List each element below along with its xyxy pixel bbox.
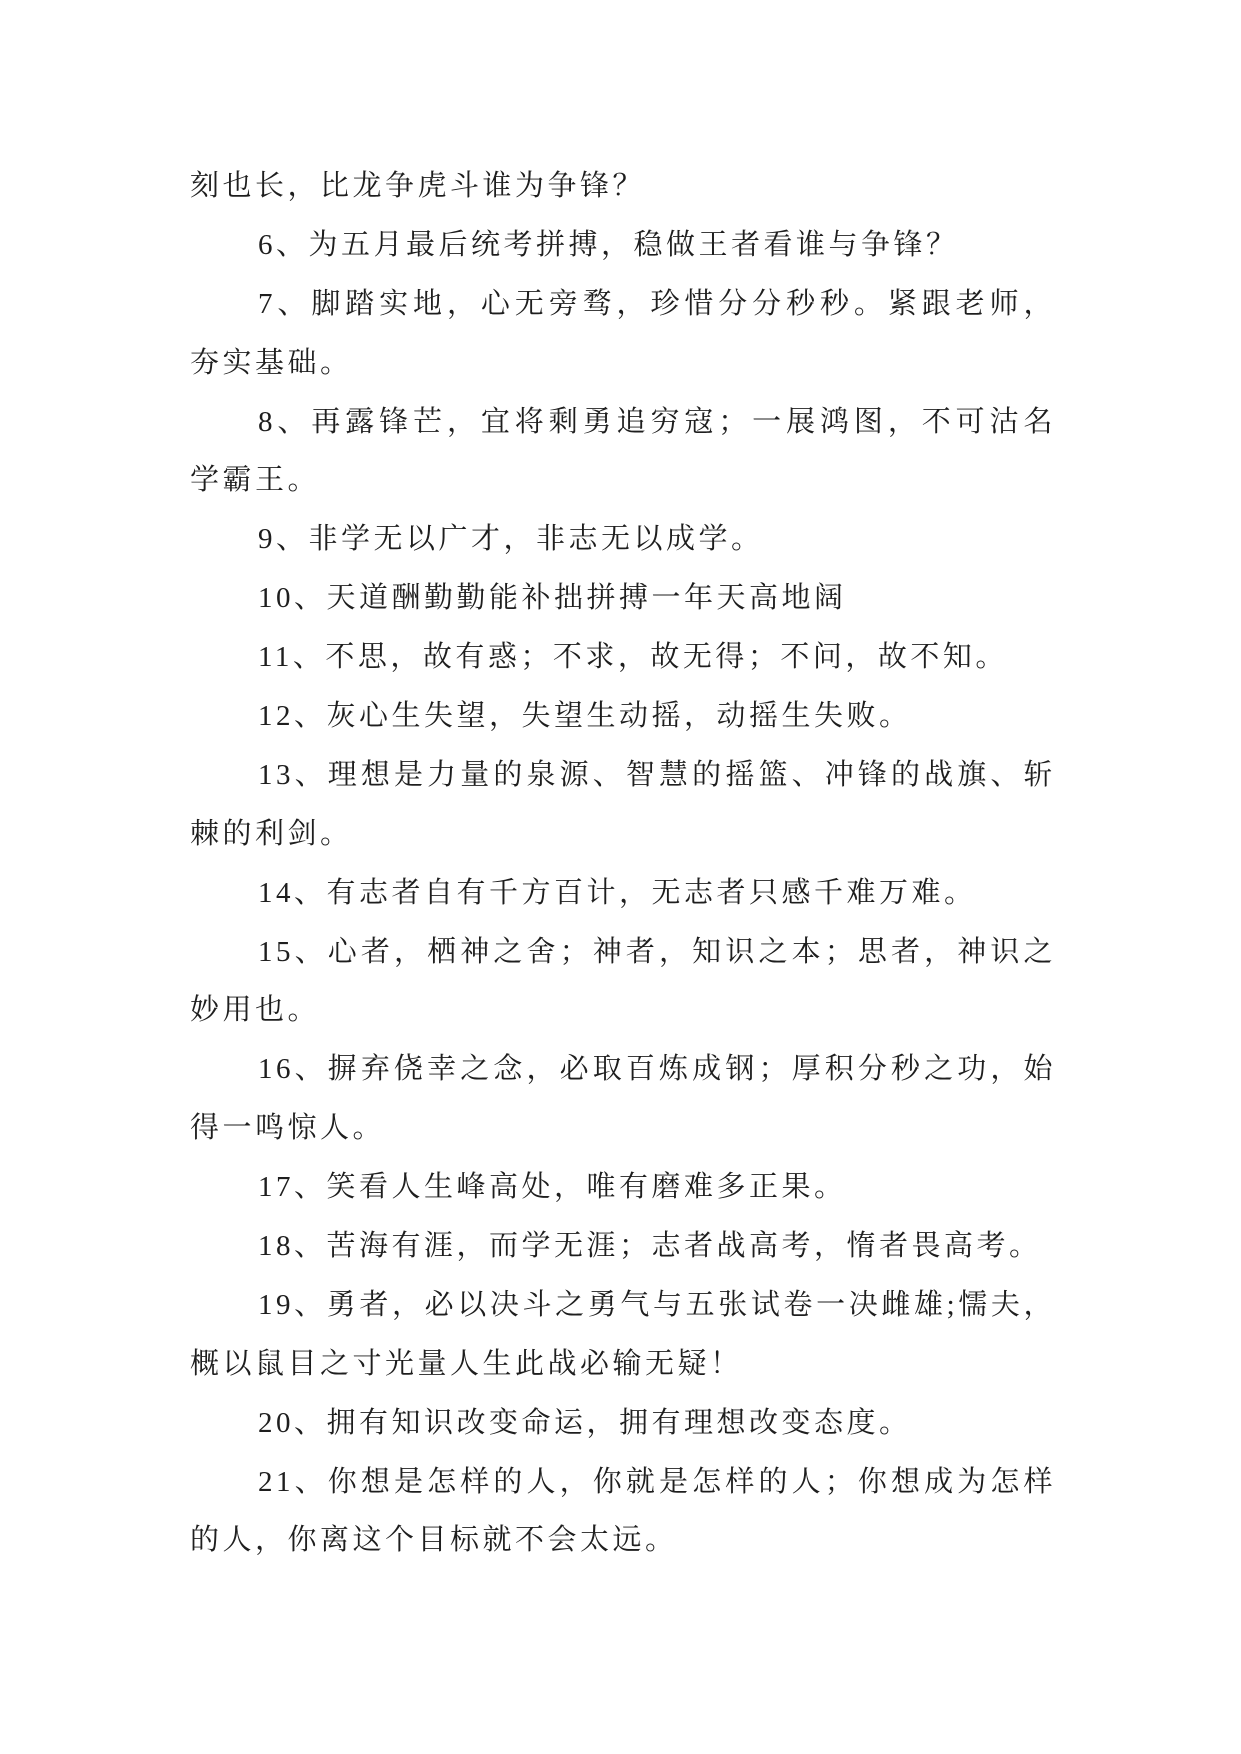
paragraph-line: 7、脚踏实地，心无旁骛，珍惜分分秒秒。紧跟老师，: [258, 287, 1056, 320]
paragraph-line: 18、苦海有涯，而学无涯；志者战高考，惰者畏高考。: [258, 1230, 1042, 1263]
paragraph-line: 10、天道酬勤勤能补拙拼搏一年天高地阔: [258, 582, 847, 615]
paragraph-line: 夯实基础。: [190, 346, 353, 379]
paragraph-line: 17、笑看人生峰高处，唯有磨难多正果。: [258, 1171, 847, 1204]
paragraph-item-8: [190, 393, 1056, 511]
paragraph-item-17: [190, 1158, 1056, 1217]
paragraph-line: 19、勇者，必以决斗之勇气与五张试卷一决雌雄;懦夫，: [258, 1288, 1056, 1321]
paragraph-line: 6、为五月最后统考拼搏，稳做王者看谁与争锋？: [258, 228, 959, 261]
paragraph-line: 13、理想是力量的泉源、智慧的摇篮、冲锋的战旗、斩: [258, 758, 1056, 791]
paragraph-line: 棘的利剑。: [190, 817, 353, 850]
paragraph-line: 得一鸣惊人。: [190, 1112, 386, 1145]
paragraph-line: 的人，你离这个目标就不会太远。: [190, 1524, 678, 1557]
paragraph-item-21: [190, 1453, 1056, 1571]
paragraph-line: 11、不思，故有惑；不求，故无得；不问，故不知。: [258, 641, 1008, 674]
paragraph-item-15: [190, 923, 1056, 1041]
paragraph-item-16: [190, 1040, 1056, 1158]
paragraph-item-20: [190, 1394, 1056, 1453]
paragraph-item-19: [190, 1276, 1056, 1394]
paragraph-line: 学霸王。: [190, 464, 321, 497]
paragraph-item-13: [190, 746, 1056, 864]
paragraph-item-18: [190, 1217, 1056, 1276]
paragraph-line: 21、你想是怎样的人，你就是怎样的人；你想成为怎样: [258, 1465, 1056, 1498]
paragraph-item-5-continued: [190, 157, 1056, 216]
paragraph-line: 15、心者，栖神之舍；神者，知识之本；思者，神识之: [258, 935, 1056, 968]
paragraph-line: 9、非学无以广才，非志无以成学。: [258, 523, 764, 556]
paragraph-line: 16、摒弃侥幸之念，必取百炼成钢；厚积分秒之功，始: [258, 1053, 1056, 1086]
paragraph-item-6: [190, 216, 1056, 275]
document-body: [190, 157, 1056, 1570]
paragraph-item-7: [190, 275, 1056, 393]
paragraph-line: 14、有志者自有千方百计，无志者只感千难万难。: [258, 876, 977, 909]
paragraph-item-11: [190, 628, 1056, 687]
paragraph-line: 妙用也。: [190, 994, 321, 1027]
paragraph-item-14: [190, 864, 1056, 923]
paragraph-line: 8、再露锋芒，宜将剩勇追穷寇；一展鸿图，不可沽名: [258, 405, 1056, 438]
paragraph-item-10: [190, 569, 1056, 628]
paragraph-line: 概以鼠目之寸光量人生此战必输无疑！: [190, 1347, 743, 1380]
paragraph-item-9: [190, 510, 1056, 569]
paragraph-line: 20、拥有知识改变命运，拥有理想改变态度。: [258, 1406, 912, 1439]
paragraph-line: 12、灰心生失望，失望生动摇，动摇生失败。: [258, 700, 912, 733]
paragraph-line: 刻也长，比龙争虎斗谁为争锋？: [190, 170, 646, 202]
paragraph-item-12: [190, 687, 1056, 746]
